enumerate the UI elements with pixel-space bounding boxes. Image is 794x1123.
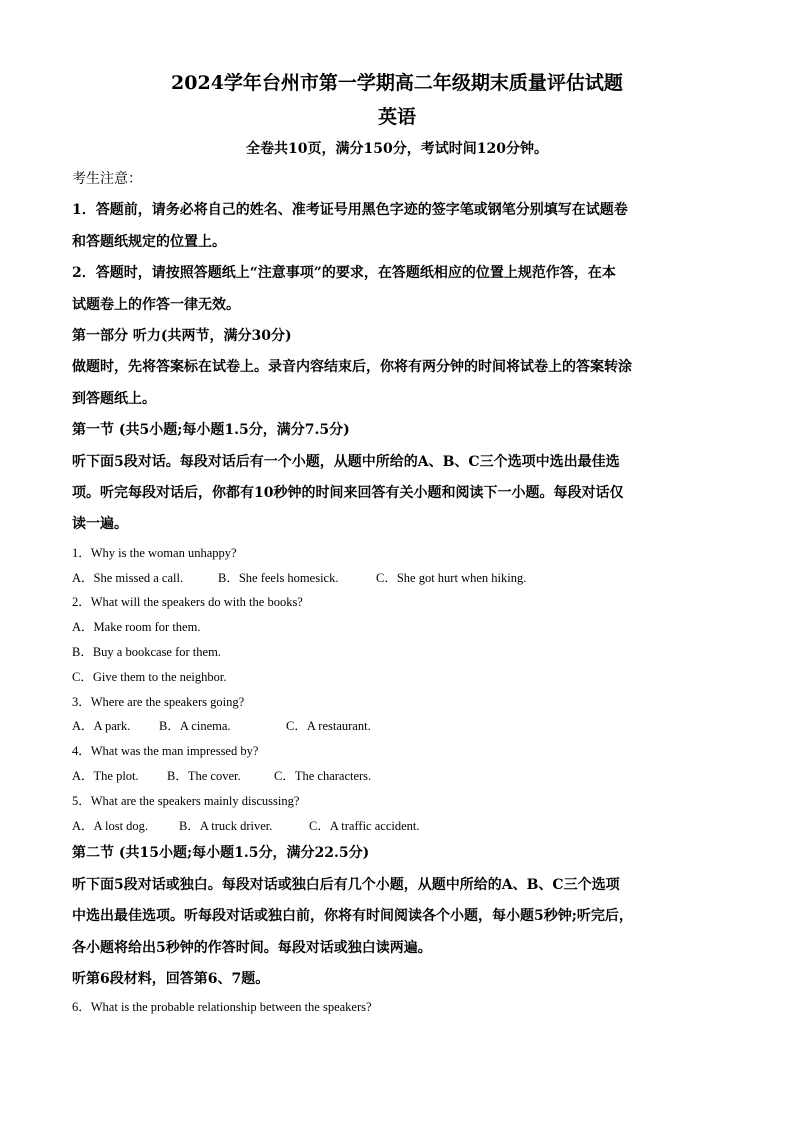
question-1-stem: 1．Why is the woman unhappy? — [72, 545, 237, 560]
section2-instruction-line2: 中选出最佳选项。听每段对话或独白前，你将有时间阅读各个小题，每小题5秒钟;听完后， — [72, 908, 633, 925]
question-5-options — [72, 814, 722, 839]
passage-6-heading: 听第6段材料，回答第6、7题。 — [72, 971, 270, 988]
exam-title: 2024学年台州市第一学期高二年级期末质量评估试题 — [171, 72, 623, 94]
option-b: B．She feels homesick. — [218, 570, 339, 585]
exam-info: 全卷共10页，满分150分，考试时间120分钟。 — [246, 141, 548, 157]
question-2-stem: 2．What will the speakers do with the books? — [72, 595, 303, 610]
section2-heading: 第二节 (共15小题;每小题1.5分，满分22.5分) — [72, 845, 370, 862]
section1-instruction-line2: 项。听完每段对话后，你都有10秒钟的时间来回答有关小题和阅读下一小题。每段对话仅 — [72, 485, 624, 502]
subject-title: 英语 — [377, 106, 416, 128]
section2-instruction-line1: 听下面5段对话或独白。每段对话或独白后有几个小题，从题中所给的A、B、C三个选项 — [72, 876, 620, 893]
option-b: B．A truck driver. — [179, 818, 273, 833]
section1-instruction-line3: 读一遍。 — [72, 516, 128, 533]
question-2-option-c: C．Give them to the neighbor. — [72, 669, 227, 684]
question-3-stem: 3．Where are the speakers going? — [72, 694, 245, 709]
question-4-options — [72, 764, 722, 789]
notice-1-line1: 1．答题前，请务必将自己的姓名、准考证号用黑色字迹的签字笔或钢笔分别填写在试题卷 — [72, 202, 628, 219]
option-b: B．A cinema. — [159, 719, 231, 734]
section1-heading: 第一节 (共5小题;每小题1.5分，满分7.5分) — [72, 422, 350, 439]
question-2-option-b: B．Buy a bookcase for them. — [72, 645, 221, 660]
option-a: A．The plot. — [72, 769, 139, 784]
option-a: A．A park. — [72, 719, 131, 734]
notice-2-line1: 2．答题时，请按照答题纸上“注意事项”的要求，在答题纸相应的位置上规范作答，在本 — [72, 265, 616, 282]
part1-instruction-line2: 到答题纸上。 — [72, 390, 156, 407]
option-b: B．The cover. — [167, 769, 241, 784]
question-1-options — [72, 566, 722, 591]
question-2-option-a: A．Make room for them. — [72, 620, 201, 635]
question-3-options — [72, 714, 722, 739]
option-c: C．The characters. — [274, 769, 372, 784]
question-4-stem: 4．What was the man impressed by? — [72, 744, 259, 759]
option-a: A．A lost dog. — [72, 818, 149, 833]
option-c: C．She got hurt when hiking. — [376, 570, 527, 585]
part1-heading: 第一部分 听力(共两节，满分30分) — [72, 328, 292, 345]
section2-instruction-line3: 各小题将给出5秒钟的作答时间。每段对话或独白读两遍。 — [72, 939, 432, 956]
part1-instruction-line1: 做题时，先将答案标在试卷上。录音内容结束后，你将有两分钟的时间将试卷上的答案转涂 — [72, 359, 632, 376]
section1-instruction-line1: 听下面5段对话。每段对话后有一个小题，从题中所给的A、B、C三个选项中选出最佳选 — [72, 453, 620, 470]
exam-page — [72, 66, 722, 1020]
option-c: C．A traffic accident. — [309, 818, 420, 833]
question-6-stem: 6．What is the probable relationship between the speakers? — [72, 1000, 372, 1015]
notice-heading: 考生注意： — [72, 171, 142, 187]
option-a: A．She missed a call. — [72, 570, 184, 585]
question-5-stem: 5．What are the speakers mainly discussing? — [72, 793, 300, 808]
notice-1-line2: 和答题纸规定的位置上。 — [72, 233, 226, 250]
notice-2-line2: 试题卷上的作答一律无效。 — [72, 296, 240, 313]
option-c: C．A restaurant. — [286, 719, 371, 734]
